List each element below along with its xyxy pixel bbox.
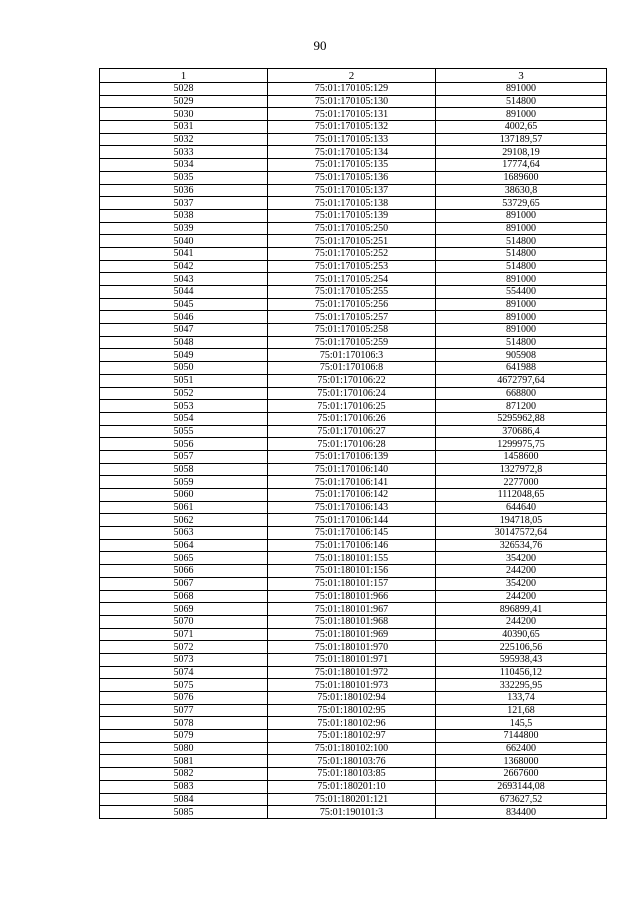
table-body <box>100 83 607 819</box>
row-number-cell: 5041 <box>100 247 268 260</box>
value-cell: 4002,65 <box>436 121 607 134</box>
row-number-cell: 5080 <box>100 742 268 755</box>
table-row <box>100 704 607 717</box>
value-cell: 17774,64 <box>436 159 607 172</box>
table-row <box>100 349 607 362</box>
value-cell: 194718,05 <box>436 514 607 527</box>
value-cell: 4672797,64 <box>436 374 607 387</box>
table-row <box>100 666 607 679</box>
row-number-cell: 5070 <box>100 615 268 628</box>
row-number-cell: 5052 <box>100 387 268 400</box>
row-number-cell: 5045 <box>100 298 268 311</box>
table-row <box>100 197 607 210</box>
table-row <box>100 83 607 96</box>
cadastral-number-cell: 75:01:170105:139 <box>268 209 436 222</box>
value-cell: 595938,43 <box>436 653 607 666</box>
table-row <box>100 171 607 184</box>
row-number-cell: 5049 <box>100 349 268 362</box>
cadastral-number-cell: 75:01:170105:259 <box>268 336 436 349</box>
value-cell: 871200 <box>436 400 607 413</box>
value-cell: 133,74 <box>436 692 607 705</box>
value-cell: 668800 <box>436 387 607 400</box>
row-number-cell: 5031 <box>100 121 268 134</box>
value-cell: 514800 <box>436 95 607 108</box>
table-row <box>100 324 607 337</box>
row-number-cell: 5028 <box>100 83 268 96</box>
table-row <box>100 552 607 565</box>
table-row <box>100 336 607 349</box>
value-cell: 145,5 <box>436 717 607 730</box>
table-row <box>100 768 607 781</box>
value-cell: 326534,76 <box>436 539 607 552</box>
value-cell: 225106,56 <box>436 641 607 654</box>
cadastral-number-cell: 75:01:170105:132 <box>268 121 436 134</box>
table-row <box>100 362 607 375</box>
table-row <box>100 793 607 806</box>
table-row <box>100 438 607 451</box>
table-row <box>100 273 607 286</box>
row-number-cell: 5077 <box>100 704 268 717</box>
row-number-cell: 5034 <box>100 159 268 172</box>
row-number-cell: 5062 <box>100 514 268 527</box>
table-row <box>100 209 607 222</box>
table-row <box>100 387 607 400</box>
row-number-cell: 5085 <box>100 806 268 819</box>
row-number-cell: 5044 <box>100 286 268 299</box>
cadastral-number-cell: 75:01:170105:137 <box>268 184 436 197</box>
value-cell: 1327972,8 <box>436 463 607 476</box>
cadastral-number-cell: 75:01:170105:134 <box>268 146 436 159</box>
cadastral-number-cell: 75:01:180101:156 <box>268 565 436 578</box>
cadastral-number-cell: 75:01:170106:25 <box>268 400 436 413</box>
cadastral-number-cell: 75:01:180101:968 <box>268 615 436 628</box>
value-cell: 891000 <box>436 311 607 324</box>
table-row <box>100 514 607 527</box>
cadastral-number-cell: 75:01:170105:251 <box>268 235 436 248</box>
value-cell: 121,68 <box>436 704 607 717</box>
row-number-cell: 5054 <box>100 412 268 425</box>
row-number-cell: 5067 <box>100 577 268 590</box>
value-cell: 514800 <box>436 247 607 260</box>
cadastral-number-cell: 75:01:170106:142 <box>268 489 436 502</box>
cadastral-number-cell: 75:01:170106:22 <box>268 374 436 387</box>
table-row <box>100 247 607 260</box>
value-cell: 5295962,88 <box>436 412 607 425</box>
value-cell: 1368000 <box>436 755 607 768</box>
row-number-cell: 5074 <box>100 666 268 679</box>
table-row <box>100 425 607 438</box>
table-row <box>100 603 607 616</box>
row-number-cell: 5040 <box>100 235 268 248</box>
value-cell: 891000 <box>436 209 607 222</box>
cadastral-number-cell: 75:01:170106:143 <box>268 501 436 514</box>
value-cell: 891000 <box>436 222 607 235</box>
value-cell: 673627,52 <box>436 793 607 806</box>
cadastral-number-cell: 75:01:180101:971 <box>268 653 436 666</box>
cadastral-number-cell: 75:01:170106:27 <box>268 425 436 438</box>
row-number-cell: 5084 <box>100 793 268 806</box>
table-row <box>100 311 607 324</box>
value-cell: 514800 <box>436 336 607 349</box>
row-number-cell: 5051 <box>100 374 268 387</box>
value-cell: 1458600 <box>436 450 607 463</box>
value-cell: 110456,12 <box>436 666 607 679</box>
table-row <box>100 653 607 666</box>
table-row <box>100 298 607 311</box>
table-row <box>100 235 607 248</box>
cadastral-number-cell: 75:01:180102:95 <box>268 704 436 717</box>
value-cell: 514800 <box>436 260 607 273</box>
cadastral-number-cell: 75:01:170105:135 <box>268 159 436 172</box>
row-number-cell: 5071 <box>100 628 268 641</box>
row-number-cell: 5069 <box>100 603 268 616</box>
cadastral-number-cell: 75:01:170105:133 <box>268 133 436 146</box>
value-cell: 834400 <box>436 806 607 819</box>
row-number-cell: 5066 <box>100 565 268 578</box>
value-cell: 354200 <box>436 552 607 565</box>
table-row <box>100 742 607 755</box>
row-number-cell: 5033 <box>100 146 268 159</box>
table-row <box>100 412 607 425</box>
value-cell: 137189,57 <box>436 133 607 146</box>
row-number-cell: 5048 <box>100 336 268 349</box>
row-number-cell: 5056 <box>100 438 268 451</box>
cadastral-number-cell: 75:01:170106:139 <box>268 450 436 463</box>
row-number-cell: 5050 <box>100 362 268 375</box>
cadastral-number-cell: 75:01:170105:253 <box>268 260 436 273</box>
value-cell: 1299975,75 <box>436 438 607 451</box>
table-row <box>100 222 607 235</box>
value-cell: 662400 <box>436 742 607 755</box>
cadastral-number-cell: 75:01:170106:8 <box>268 362 436 375</box>
value-cell: 554400 <box>436 286 607 299</box>
value-cell: 1112048,65 <box>436 489 607 502</box>
row-number-cell: 5075 <box>100 679 268 692</box>
table-row <box>100 133 607 146</box>
cadastral-number-cell: 75:01:180101:967 <box>268 603 436 616</box>
value-cell: 891000 <box>436 273 607 286</box>
row-number-cell: 5029 <box>100 95 268 108</box>
row-number-cell: 5055 <box>100 425 268 438</box>
row-number-cell: 5058 <box>100 463 268 476</box>
cadastral-number-cell: 75:01:190101:3 <box>268 806 436 819</box>
table-row <box>100 159 607 172</box>
row-number-cell: 5057 <box>100 450 268 463</box>
cadastral-number-cell: 75:01:180102:94 <box>268 692 436 705</box>
table-row <box>100 450 607 463</box>
row-number-cell: 5072 <box>100 641 268 654</box>
value-cell: 891000 <box>436 298 607 311</box>
table-row <box>100 679 607 692</box>
value-cell: 644640 <box>436 501 607 514</box>
column-header-3: 3 <box>436 69 607 83</box>
page-number: 90 <box>313 38 327 53</box>
table-row <box>100 641 607 654</box>
value-cell: 2277000 <box>436 476 607 489</box>
table-row <box>100 577 607 590</box>
table-row <box>100 374 607 387</box>
column-header-2: 2 <box>268 69 436 83</box>
cadastral-number-cell: 75:01:170105:254 <box>268 273 436 286</box>
value-cell: 2667600 <box>436 768 607 781</box>
value-cell: 244200 <box>436 565 607 578</box>
row-number-cell: 5073 <box>100 653 268 666</box>
cadastral-number-cell: 75:01:180101:973 <box>268 679 436 692</box>
cadastral-number-cell: 75:01:180201:121 <box>268 793 436 806</box>
value-cell: 514800 <box>436 235 607 248</box>
row-number-cell: 5083 <box>100 780 268 793</box>
table-row <box>100 565 607 578</box>
table-row <box>100 400 607 413</box>
cadastral-number-cell: 75:01:180102:97 <box>268 730 436 743</box>
row-number-cell: 5079 <box>100 730 268 743</box>
table-row <box>100 501 607 514</box>
value-cell: 29108,19 <box>436 146 607 159</box>
table-row <box>100 755 607 768</box>
row-number-cell: 5076 <box>100 692 268 705</box>
cadastral-number-cell: 75:01:180102:100 <box>268 742 436 755</box>
row-number-cell: 5043 <box>100 273 268 286</box>
table-row <box>100 590 607 603</box>
table-row <box>100 527 607 540</box>
value-cell: 1689600 <box>436 171 607 184</box>
value-cell: 38630,8 <box>436 184 607 197</box>
value-cell: 354200 <box>436 577 607 590</box>
table-row <box>100 806 607 819</box>
cadastral-number-cell: 75:01:180101:157 <box>268 577 436 590</box>
value-cell: 332295,95 <box>436 679 607 692</box>
table-row <box>100 730 607 743</box>
cadastral-number-cell: 75:01:180103:85 <box>268 768 436 781</box>
value-cell: 370686,4 <box>436 425 607 438</box>
table-row <box>100 489 607 502</box>
row-number-cell: 5059 <box>100 476 268 489</box>
row-number-cell: 5081 <box>100 755 268 768</box>
cadastral-number-cell: 75:01:170105:250 <box>268 222 436 235</box>
column-header-1: 1 <box>100 69 268 83</box>
row-number-cell: 5039 <box>100 222 268 235</box>
table-row <box>100 108 607 121</box>
row-number-cell: 5082 <box>100 768 268 781</box>
table-row <box>100 184 607 197</box>
table-row <box>100 717 607 730</box>
table-row <box>100 286 607 299</box>
row-number-cell: 5053 <box>100 400 268 413</box>
row-number-cell: 5030 <box>100 108 268 121</box>
value-cell: 891000 <box>436 108 607 121</box>
row-number-cell: 5047 <box>100 324 268 337</box>
row-number-cell: 5060 <box>100 489 268 502</box>
cadastral-number-cell: 75:01:170105:138 <box>268 197 436 210</box>
cadastral-number-cell: 75:01:170106:3 <box>268 349 436 362</box>
cadastral-number-cell: 75:01:170106:140 <box>268 463 436 476</box>
cadastral-value-table <box>99 68 607 819</box>
cadastral-number-cell: 75:01:170105:130 <box>268 95 436 108</box>
value-cell: 896899,41 <box>436 603 607 616</box>
cadastral-number-cell: 75:01:170105:258 <box>268 324 436 337</box>
cadastral-number-cell: 75:01:180201:10 <box>268 780 436 793</box>
cadastral-number-cell: 75:01:170106:141 <box>268 476 436 489</box>
cadastral-number-cell: 75:01:180103:76 <box>268 755 436 768</box>
cadastral-number-cell: 75:01:170106:24 <box>268 387 436 400</box>
table-header-row <box>100 69 607 83</box>
cadastral-number-cell: 75:01:170106:146 <box>268 539 436 552</box>
row-number-cell: 5061 <box>100 501 268 514</box>
value-cell: 641988 <box>436 362 607 375</box>
cadastral-number-cell: 75:01:170105:131 <box>268 108 436 121</box>
value-cell: 891000 <box>436 324 607 337</box>
cadastral-number-cell: 75:01:170105:136 <box>268 171 436 184</box>
row-number-cell: 5035 <box>100 171 268 184</box>
cadastral-number-cell: 75:01:170106:144 <box>268 514 436 527</box>
cadastral-number-cell: 75:01:180101:972 <box>268 666 436 679</box>
row-number-cell: 5068 <box>100 590 268 603</box>
row-number-cell: 5032 <box>100 133 268 146</box>
table-row <box>100 146 607 159</box>
cadastral-number-cell: 75:01:170105:252 <box>268 247 436 260</box>
value-cell: 2693144,08 <box>436 780 607 793</box>
value-cell: 7144800 <box>436 730 607 743</box>
table-row <box>100 692 607 705</box>
row-number-cell: 5064 <box>100 539 268 552</box>
cadastral-number-cell: 75:01:180101:155 <box>268 552 436 565</box>
cadastral-number-cell: 75:01:170105:257 <box>268 311 436 324</box>
cadastral-number-cell: 75:01:170106:145 <box>268 527 436 540</box>
value-cell: 40390,65 <box>436 628 607 641</box>
value-cell: 53729,65 <box>436 197 607 210</box>
table-row <box>100 780 607 793</box>
table-row <box>100 628 607 641</box>
value-cell: 905908 <box>436 349 607 362</box>
table-row <box>100 615 607 628</box>
cadastral-number-cell: 75:01:180102:96 <box>268 717 436 730</box>
cadastral-number-cell: 75:01:170105:129 <box>268 83 436 96</box>
cadastral-number-cell: 75:01:170105:255 <box>268 286 436 299</box>
cadastral-number-cell: 75:01:180101:969 <box>268 628 436 641</box>
row-number-cell: 5036 <box>100 184 268 197</box>
table-row <box>100 260 607 273</box>
row-number-cell: 5046 <box>100 311 268 324</box>
cadastral-number-cell: 75:01:170106:28 <box>268 438 436 451</box>
value-cell: 244200 <box>436 615 607 628</box>
row-number-cell: 5042 <box>100 260 268 273</box>
value-cell: 244200 <box>436 590 607 603</box>
table-row <box>100 539 607 552</box>
cadastral-number-cell: 75:01:170105:256 <box>268 298 436 311</box>
value-cell: 891000 <box>436 83 607 96</box>
value-cell: 30147572,64 <box>436 527 607 540</box>
table-row <box>100 95 607 108</box>
row-number-cell: 5078 <box>100 717 268 730</box>
table-row <box>100 476 607 489</box>
cadastral-number-cell: 75:01:180101:966 <box>268 590 436 603</box>
cadastral-number-cell: 75:01:170106:26 <box>268 412 436 425</box>
row-number-cell: 5038 <box>100 209 268 222</box>
row-number-cell: 5065 <box>100 552 268 565</box>
row-number-cell: 5037 <box>100 197 268 210</box>
cadastral-number-cell: 75:01:180101:970 <box>268 641 436 654</box>
table-row <box>100 121 607 134</box>
row-number-cell: 5063 <box>100 527 268 540</box>
table-row <box>100 463 607 476</box>
